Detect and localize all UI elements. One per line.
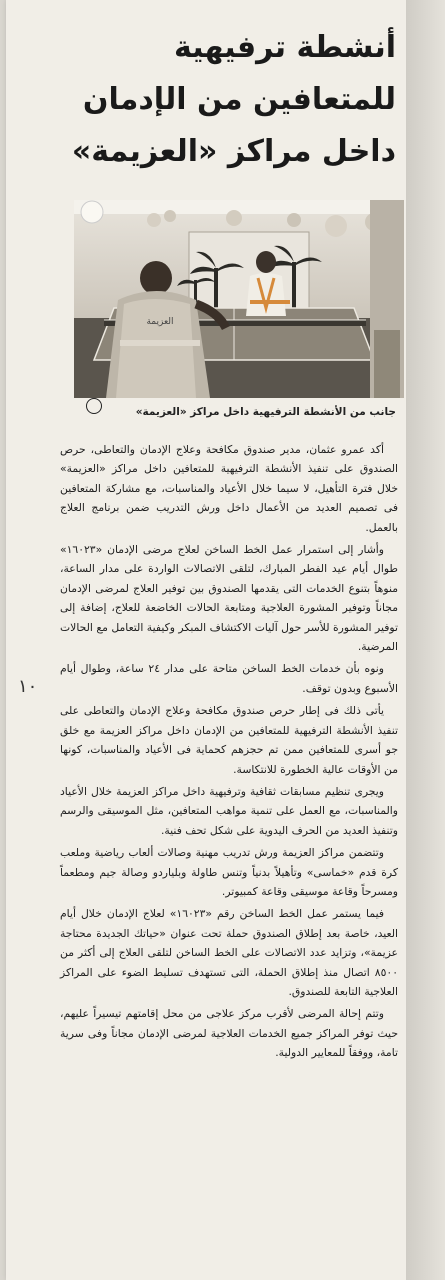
paragraph: ويجرى تنظيم مسابقات ثقافية وترفيهية داخل مراكز العزيمة خلال الأعياد والمناسبات، مع العمل على تنمية مواهب المتعافين، مثل الموسيقى والرسم وتنفيذ العديد من الحرف اليدوية على شكل تحف فنية. [60, 784, 398, 837]
paragraph: أكد عمرو عثمان، مدير صندوق مكافحة وعلاج الإدمان والتعاطى، حرص الصندوق على تنفيذ الأنشطة الترفيهية للمتعافين داخل مراكز «العزيمة» خلال فترة التأهيل، لا سيما خلال الأعياد والمناسبات، مع مشاركة المتعافين فى تصميم العديد من الأعمال داخل ورش التدريب ضمن برنامج العلاج بالعمل. [60, 443, 398, 534]
headline-line-3: داخل مراكز «العزيمة» [71, 134, 396, 169]
ping-pong-scene-image [74, 200, 404, 398]
paragraph: فيما يستمر عمل الخط الساخن رقم «١٦٠٢٣» لعلاج الإدمان خلال أيام العيد، خاصة بعد إطلاق الصندوق حملة تحت عنوان «حياتك الجديدة محتاجة عزيمة»، وتزايد عدد الاتصالات على الخط الساخن لتلقى العلاج إلى أكثر من ٨٥٠٠ اتصال منذ إطلاق الحملة، التى تستهدف تسليط الضوء على المراكز العلاجية التابعة للصندوق. [60, 907, 398, 998]
newspaper-page [6, 0, 406, 1280]
paragraph: وأشار إلى استمرار عمل الخط الساخن لعلاج مرضى الإدمان «١٦٠٢٣» طوال أيام عيد الفطر المبارك، لتلقى الاتصالات الواردة على مدار الساعة، منوهاً بتنوع الخدمات التى يقدمها الصندوق بين توفير العلاج لمرضى الإدمان مجاناً وتوفير المشورة العلاجية ومتابعة الحالات الخاضعة للعلاج، إضافة إلى توفير المشورة للأسر حول آليات الاكتشاف المبكر وكيفية التعامل مع الحالات المرضية. [60, 543, 398, 654]
paragraph: وتتم إحالة المرضى لأقرب مركز علاجى من محل إقامتهم تيسيراً عليهم، حيث توفر المراكز جميع الخدمات العلاجية لمرضى الإدمان مجاناً وفى سرية تامة، ووفقاً للمعايير الدولية. [60, 1007, 398, 1060]
headline-line-1: أنشطة ترفيهية [174, 30, 396, 65]
paragraph: وتتضمن مراكز العزيمة ورش تدريب مهنية وصالات ألعاب رياضية وملعب كرة قدم «خماسى» وتأهيلاً بدنياً وتنس طاولة وبلياردو وصالة جيم ومطعماً ومسرحاً وقاعة موسيقى وقاعة كمبيوتر. [60, 846, 398, 898]
article-photo [74, 200, 404, 398]
photo-caption: جانب من الأنشطة الترفيهية داخل مراكز «العزيمة» [135, 406, 396, 418]
paragraph: يأتى ذلك فى إطار حرص صندوق مكافحة وعلاج الإدمان والتعاطى على تنفيذ الأنشطة الترفيهية للمتعافين من الإدمان داخل مراكز العزيمة مع خلق جو أسرى للمتعافين ممن تم حجزهم كحماية فى الأعياد والمناسبات، كونها من الأوقات عالية الخطورة للانتكاسة. [60, 704, 398, 776]
headline [16, 22, 396, 178]
headline-line-2: للمتعافين من الإدمان [82, 82, 396, 117]
article-body [60, 440, 398, 1066]
adjacent-page-edge [406, 0, 445, 1280]
svg-text:العزيمة: العزيمة [146, 317, 174, 327]
paragraph: ونوه بأن خدمات الخط الساخن متاحة على مدار ٢٤ ساعة، وطوال أيام الأسبوع وبدون توقف. [60, 662, 398, 695]
margin-mark: ١٠ [18, 676, 38, 697]
